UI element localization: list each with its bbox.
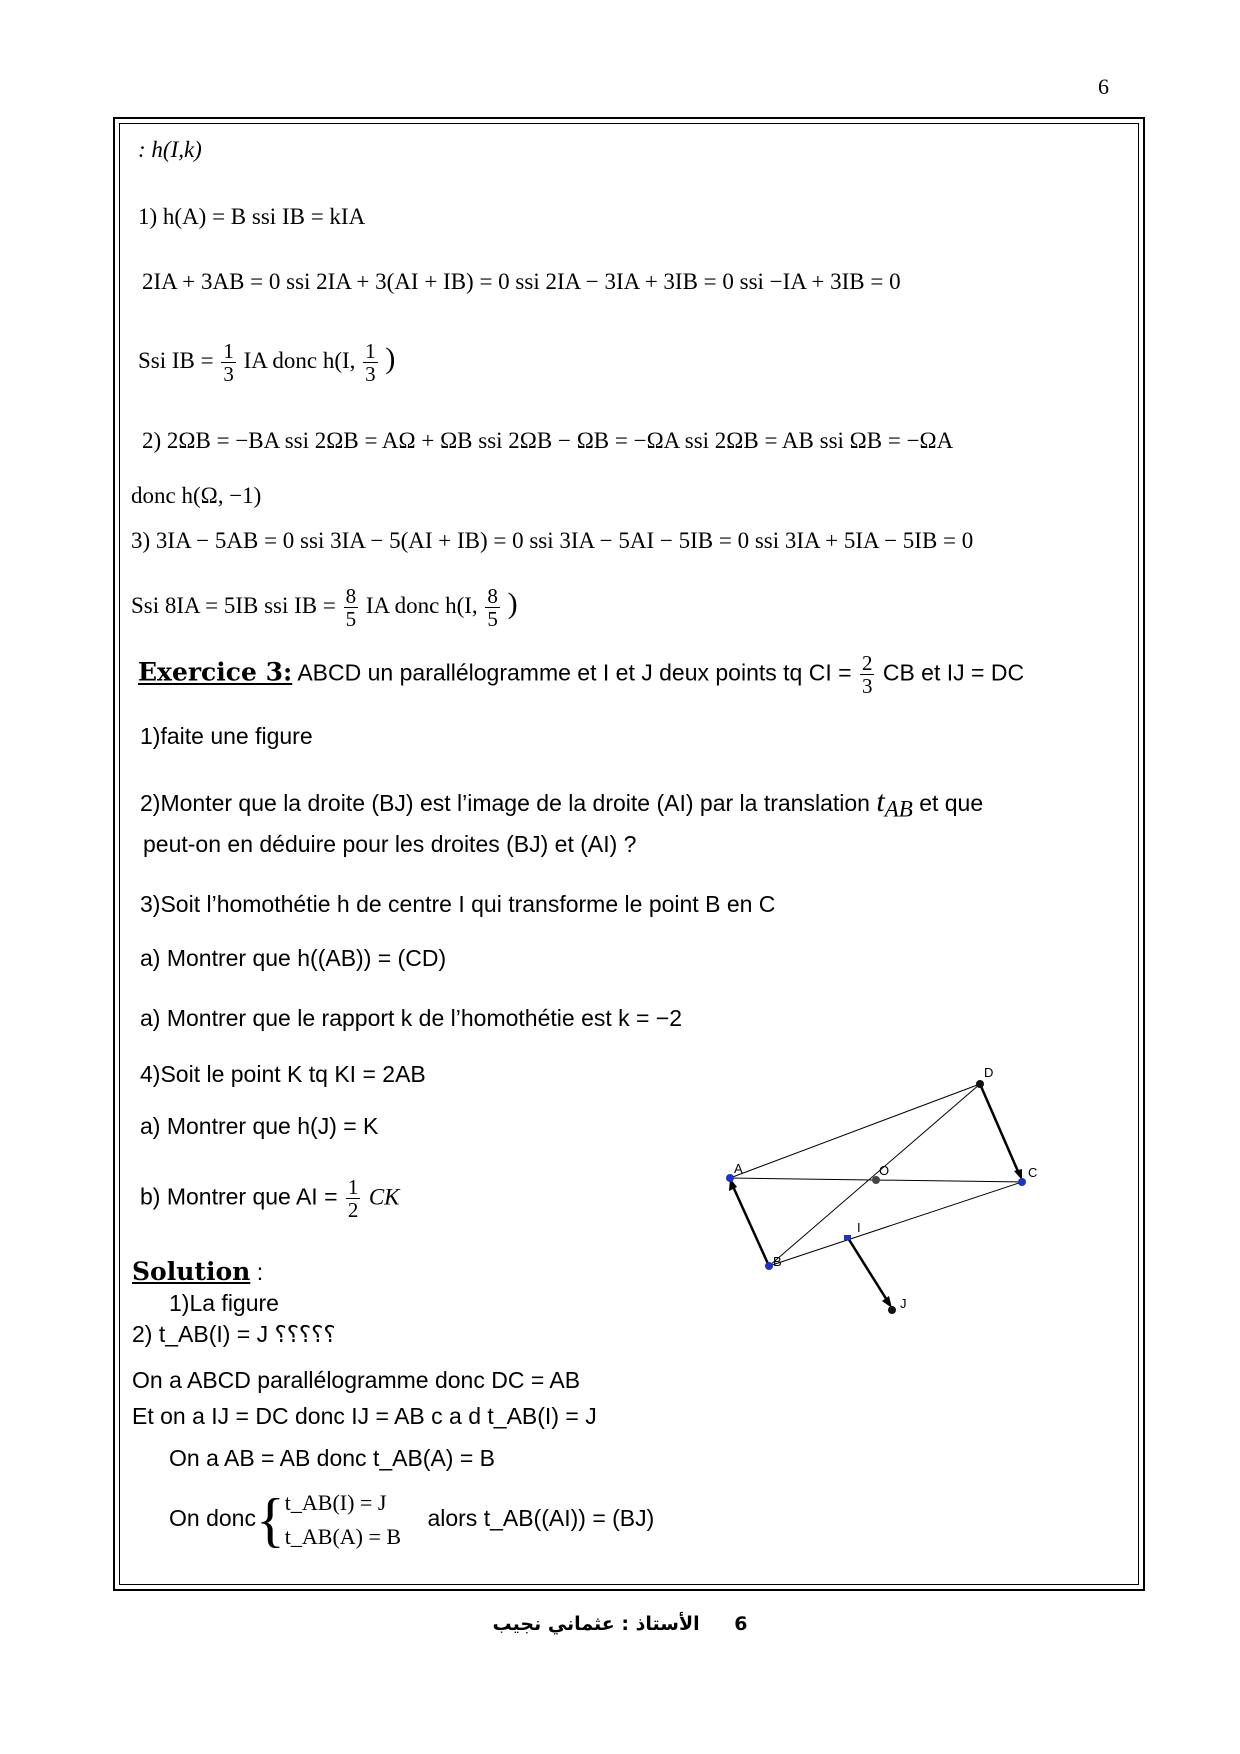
system-row-1: t_AB(I) = J (284, 1490, 387, 1515)
question-4b-a: b) Montrer que AI = (140, 1183, 338, 1210)
footer-author: الأستاذ : عثماني نجيب (492, 1613, 700, 1635)
fraction-den: 5 (487, 607, 498, 631)
solution-1: 1)La figure (169, 1290, 279, 1316)
question-3: 3)Soit l’homothétie h de centre I qui transforme le point B en C (140, 891, 776, 917)
exercise-3-text-a: ABCD un parallélogramme et I et J deux points tq CI = (297, 659, 852, 686)
parallelogram-figure (700, 1060, 1080, 1360)
question-2-line-2: peut-on en déduire pour les droites (BJ) et (AI) ? (143, 831, 637, 857)
question-3a: a) Montrer que h((AB)) = (CD) (140, 945, 447, 971)
question-1: 1)faite une figure (140, 723, 313, 749)
line-3 (138, 340, 395, 385)
line-6: 3) 3IA − 5AB = 0 ssi 3IA − 5(AI + IB) = 0 ssi 3IA − 5AI − 5IB = 0 ssi 3IA + 5IA − 5IB = 0 (131, 528, 974, 553)
question-3b: a) Montrer que le rapport k de l’homothétie est k = −2 (140, 1005, 683, 1031)
question-4a: a) Montrer que h(J) = K (140, 1113, 379, 1139)
vector-b-a (731, 1182, 769, 1266)
fraction-den: 5 (345, 607, 357, 631)
arrowhead-j (882, 1296, 892, 1308)
segment-b-d (769, 1084, 980, 1266)
solution-5: On a AB = AB donc t_AB(A) = B (169, 1445, 496, 1471)
system-row-2: t_AB(A) = B (284, 1524, 402, 1549)
footer (0, 1613, 1240, 1635)
fraction-den: 3 (223, 362, 234, 386)
line-5: donc h(Ω, −1) (131, 483, 262, 508)
question-2-end: et que (919, 790, 984, 816)
label-o: O (879, 1163, 890, 1178)
fraction-num: 2 (861, 651, 873, 675)
line-4: 2) 2ΩB = −BA ssi 2ΩB = AΩ + ΩB ssi 2ΩB − ΩB = −ΩA ssi 2ΩB = AB ssi ΩB = −ΩA (142, 428, 954, 453)
line-7-c: ) (507, 586, 518, 620)
solution-3: On a ABCD parallélogramme donc DC = AB (132, 1367, 581, 1393)
fraction-one-half (346, 1176, 361, 1221)
question-2-line-1 (140, 785, 984, 824)
fraction-eight-fifths-a (344, 585, 359, 630)
segment-a-d (730, 1084, 980, 1178)
fraction-num: 1 (365, 339, 376, 363)
translation-subscript: AB (884, 796, 913, 822)
homothety-heading: : h(I,k) (138, 137, 202, 162)
label-i: I (857, 1220, 861, 1235)
question-4b (140, 1176, 400, 1221)
question-4b-b: CK (368, 1184, 400, 1210)
point-d (976, 1080, 984, 1088)
line-3-a: Ssi IB = (138, 347, 214, 373)
point-b (765, 1262, 773, 1270)
page-number-top: 6 (1098, 74, 1109, 99)
question-2-text: 2)Monter que la droite (BJ) est l’image de la droite (AI) par la translation (140, 790, 870, 816)
fraction-num: 8 (487, 584, 498, 608)
line-1: 1) h(A) = B ssi IB = kIA (138, 204, 366, 229)
solution-heading (132, 1258, 263, 1286)
label-a: A (734, 1161, 743, 1176)
question-4: 4)Soit le point K tq KI = 2AB (140, 1061, 426, 1087)
vector-i-j (848, 1238, 890, 1305)
point-a (726, 1174, 734, 1182)
footer-page-number: 6 (734, 1613, 748, 1635)
fraction-num: 1 (223, 339, 234, 363)
label-b: B (773, 1254, 782, 1269)
solution-6 (169, 1486, 654, 1554)
label-c: C (1028, 1165, 1038, 1180)
fraction-num: 8 (345, 584, 357, 608)
segment-b-c (769, 1182, 1022, 1266)
line-3-c: ) (385, 341, 396, 375)
line-7-b: IA donc h(I, (365, 592, 478, 618)
solution-2: 2) t_AB(I) = J ؟؟؟؟؟ (132, 1321, 336, 1347)
line-3-b: IA donc h(I, (243, 347, 356, 373)
vector-d-c (980, 1084, 1020, 1176)
fraction-den: 3 (861, 674, 873, 698)
line-2: 2IA + 3AB = 0 ssi 2IA + 3(AI + IB) = 0 ssi 2IA − 3IA + 3IB = 0 ssi −IA + 3IB = 0 (142, 269, 901, 294)
label-j: J (900, 1296, 907, 1311)
system-rows (285, 1486, 401, 1554)
fraction-one-third-b (363, 340, 378, 385)
point-j (888, 1306, 896, 1314)
fraction-one-third-a (221, 340, 236, 385)
fraction-den: 2 (347, 1198, 359, 1222)
solution-4: Et on a IJ = DC donc IJ = AB c a d t_AB(I) = J (132, 1403, 597, 1429)
translation-symbol: t (876, 785, 885, 818)
exercise-3-statement (138, 652, 1024, 697)
fraction-two-thirds (860, 652, 875, 697)
solution-6-pre: On donc (169, 1505, 256, 1532)
line-7-a: Ssi 8IA = 5IB ssi IB = (131, 592, 336, 618)
point-i (844, 1235, 851, 1240)
line-7 (131, 585, 518, 630)
solution-6-post: alors t_AB((AI)) = (BJ) (427, 1505, 655, 1532)
solution-title: Solution (132, 1257, 251, 1286)
fraction-num: 1 (347, 1175, 359, 1199)
label-d: D (984, 1065, 994, 1080)
point-c (1018, 1178, 1026, 1186)
solution-colon: : (250, 1259, 264, 1285)
exercise-3-text-b: CB et IJ = DC (882, 659, 1025, 686)
fraction-eight-fifths-b (485, 585, 500, 630)
system-brace: { (255, 1487, 285, 1553)
exercise-3-title: Exercice 3: (138, 657, 293, 687)
fraction-den: 3 (365, 362, 376, 386)
